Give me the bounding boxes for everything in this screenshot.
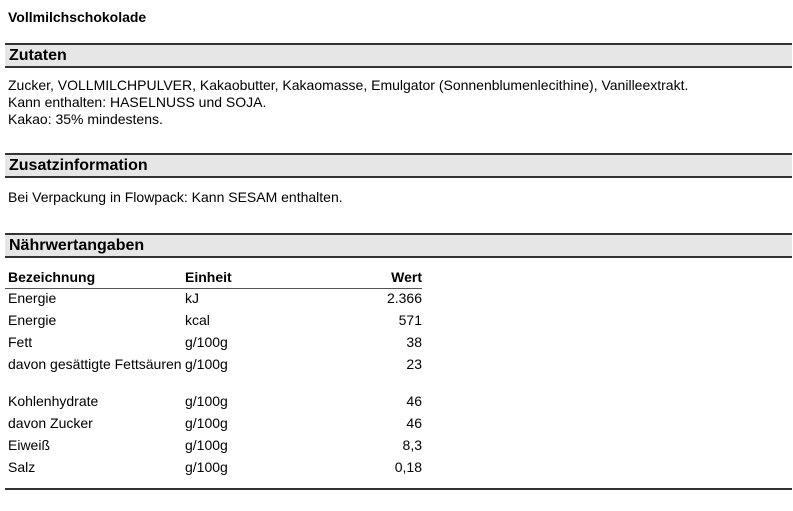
table-row — [5, 289, 792, 312]
additional-info-line: Bei Verpackung in Flowpack: Kann SESAM enthalten. — [8, 189, 343, 205]
column-header-value: Wert — [328, 266, 422, 289]
nutrient-name: Kohlenhydrate — [8, 393, 99, 409]
table-row — [5, 311, 792, 333]
ingredients-text — [8, 77, 688, 128]
table-row — [5, 333, 792, 355]
nutrient-unit: g/100g — [185, 459, 228, 475]
allergen-line: Kann enthalten: HASELNUSS und SOJA. — [8, 94, 267, 110]
nutrient-name: Eiweiß — [8, 437, 51, 453]
nutrient-value: 8,3 — [402, 437, 422, 453]
nutrient-value: 23 — [406, 356, 422, 372]
nutrient-name: davon Zucker — [8, 415, 93, 431]
nutrient-name: Energie — [8, 312, 57, 328]
column-header-name: Bezeichnung — [5, 266, 182, 289]
table-row — [5, 392, 792, 414]
nutrient-value: 2.366 — [386, 290, 422, 306]
nutrient-name: davon gesättigte Fettsäuren — [8, 356, 182, 372]
nutrient-unit: g/100g — [185, 393, 228, 409]
nutrient-unit: g/100g — [185, 356, 228, 372]
nutrition-header-row — [5, 266, 792, 289]
table-row — [5, 414, 792, 436]
nutrient-value: 46 — [406, 393, 422, 409]
section-heading-naehrwerte: Nährwertangaben — [9, 237, 145, 254]
section-heading-zutaten: Zutaten — [9, 47, 67, 64]
product-title: Vollmilchschokolade — [8, 9, 147, 25]
column-header-unit: Einheit — [182, 266, 328, 289]
nutrient-unit: g/100g — [185, 334, 228, 350]
table-row — [5, 436, 792, 458]
nutrient-value: 571 — [398, 312, 422, 328]
header-spacer — [422, 266, 792, 289]
nutrient-unit: g/100g — [185, 437, 228, 453]
section-heading-zusatz: Zusatzinformation — [9, 157, 148, 174]
nutrient-unit: kJ — [185, 290, 199, 306]
additional-info-text — [8, 189, 343, 206]
nutrient-name: Energie — [8, 290, 57, 306]
cocoa-line: Kakao: 35% mindestens. — [8, 111, 163, 127]
bottom-divider — [5, 488, 792, 490]
section-header-naehrwerte — [5, 233, 792, 258]
nutrient-value: 46 — [406, 415, 422, 431]
section-header-zutaten — [5, 43, 792, 68]
section-header-zusatz — [5, 153, 792, 178]
nutrient-unit: kcal — [185, 312, 210, 328]
nutrient-name: Fett — [8, 334, 33, 350]
nutrient-value: 0,18 — [394, 459, 422, 475]
table-row — [5, 458, 792, 480]
nutrient-unit: g/100g — [185, 415, 228, 431]
nutrition-table — [5, 266, 792, 480]
ingredients-line: Zucker, VOLLMILCHPULVER, Kakaobutter, Kakaomasse, Emulgator (Sonnenblumenlecithine), Vanilleextrakt. — [8, 77, 689, 93]
table-row — [5, 355, 792, 392]
nutrient-name: Salz — [8, 459, 36, 475]
nutrient-value: 38 — [406, 334, 422, 350]
